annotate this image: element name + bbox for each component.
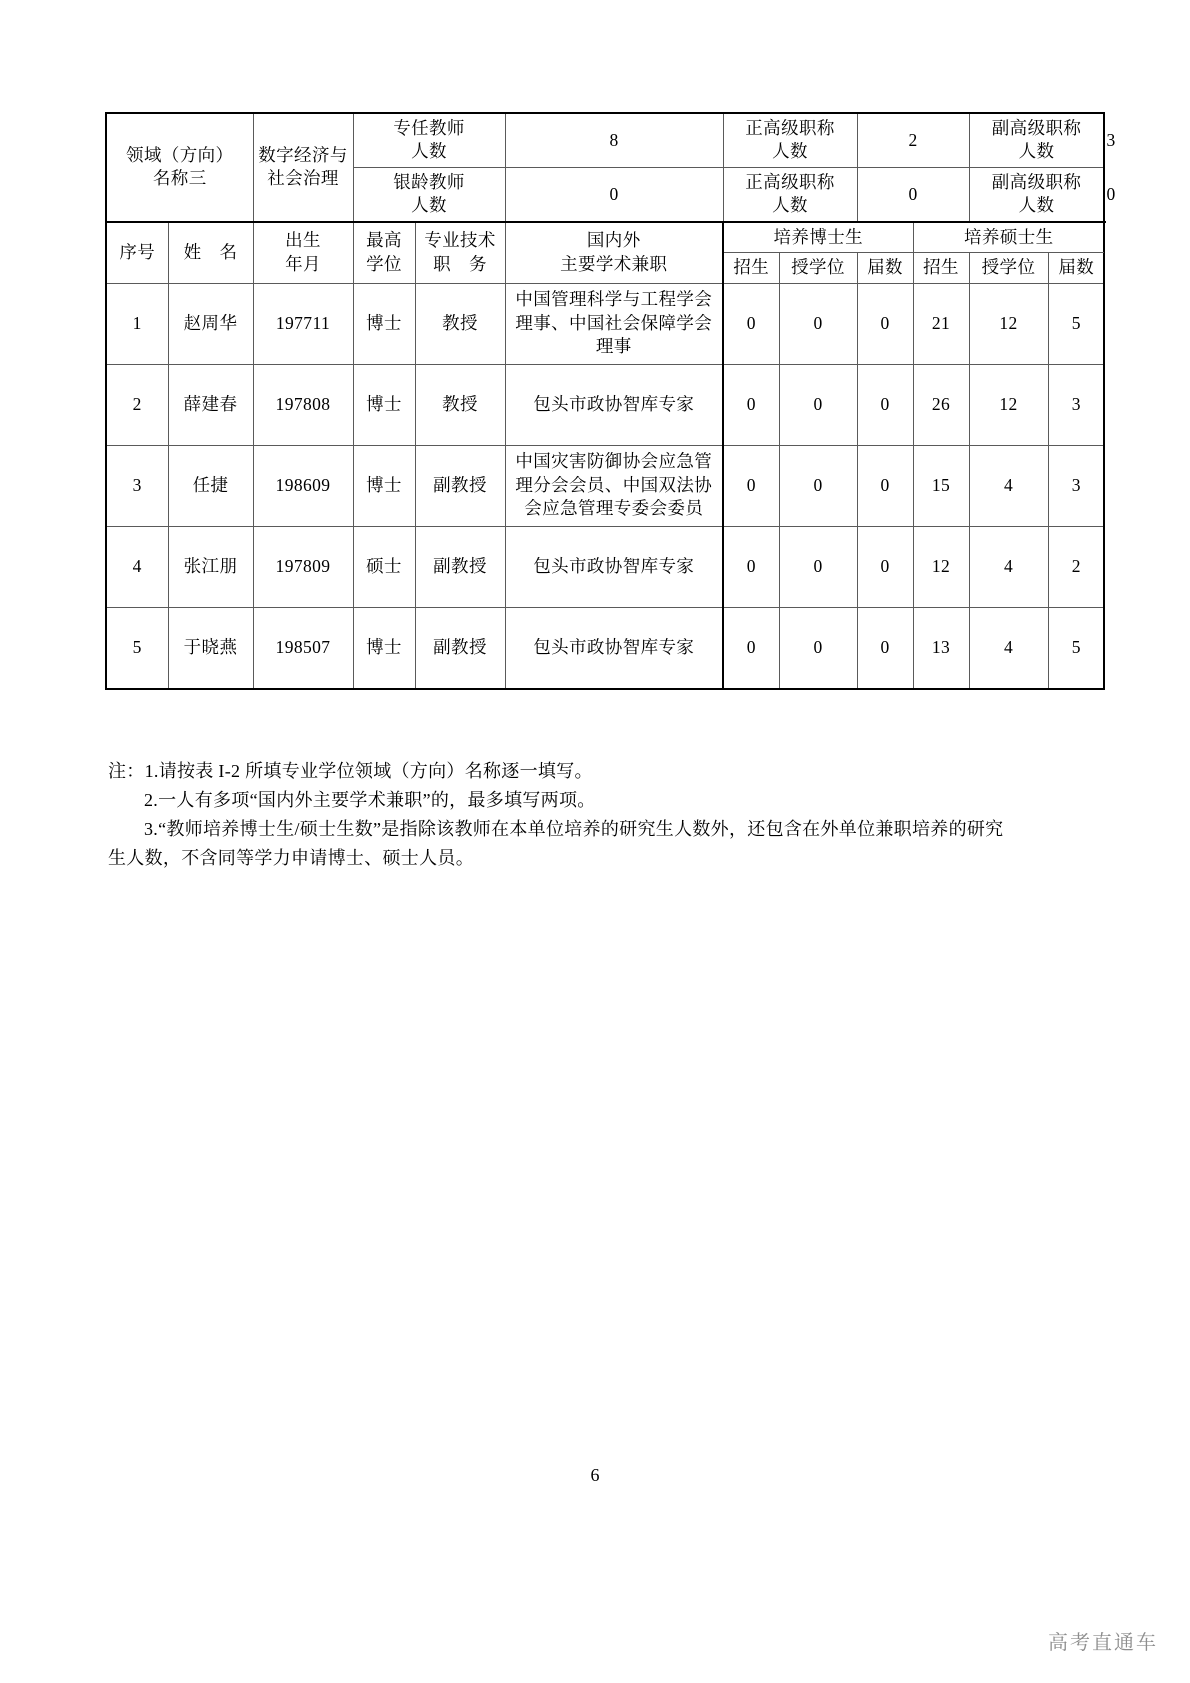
cell-mas-enroll: 15 [913, 445, 969, 526]
associate-senior-title-label-1 [969, 113, 1104, 167]
full-time-teacher-label-line1: 专任教师 [393, 118, 465, 138]
faculty-table-container [105, 112, 1116, 690]
associate-senior-title-label-2-line1: 副高级职称 [991, 171, 1082, 192]
senior-title-label-2-line2: 人数 [772, 195, 808, 216]
header-master-group: 培养硕士生 [913, 222, 1104, 253]
cell-birth: 198507 [253, 607, 353, 689]
cell-mas-sessions: 3 [1048, 445, 1104, 526]
cell-seq: 4 [106, 526, 168, 607]
column-header-row-1 [106, 222, 1104, 253]
cell-doc-enroll: 0 [723, 283, 779, 364]
cell-doc-sessions: 0 [857, 607, 913, 689]
full-time-teacher-label [353, 113, 505, 167]
cell-professional-title: 教授 [415, 283, 505, 364]
table-row [106, 445, 1104, 526]
header-professional-title-line2: 职 务 [433, 253, 487, 274]
senior-title-label-1-line2: 人数 [772, 141, 808, 162]
cell-professional-title: 副教授 [415, 526, 505, 607]
header-mas-enroll: 招生 [913, 253, 969, 283]
table-row [106, 607, 1104, 689]
cell-degree: 博士 [353, 364, 415, 445]
cell-appointments: 中国管理科学与工程学会理事、中国社会保障学会理事 [505, 283, 723, 364]
cell-mas-degree: 4 [969, 607, 1048, 689]
header-birth-line1: 出生 [285, 230, 321, 251]
cell-name: 张江朋 [168, 526, 253, 607]
cell-appointments: 包头市政协智库专家 [505, 364, 723, 445]
senior-title-label-2-line1: 正高级职称 [745, 171, 835, 192]
associate-senior-title-label-2-line2: 人数 [1018, 195, 1055, 216]
table-row [106, 283, 1104, 364]
header-birth-line2: 年月 [285, 253, 321, 274]
header-appointments [505, 222, 723, 283]
note-item-3: 3.“教师培养博士生/硕士生数”是指除该教师在本单位培养的研究生人数外，还包含在外单位兼职培养的研究生人数，不含同等学力申请博士、硕士人员。 [108, 819, 1004, 869]
cell-doc-degree: 0 [779, 526, 857, 607]
cell-mas-enroll: 12 [913, 526, 969, 607]
cell-mas-sessions: 5 [1048, 283, 1104, 364]
cell-doc-sessions: 0 [857, 364, 913, 445]
header-degree-line2: 学位 [366, 253, 402, 274]
header-doc-enroll: 招生 [723, 253, 779, 283]
faculty-table [105, 112, 1116, 690]
note-line-3 [108, 815, 1013, 873]
cell-mas-enroll: 13 [913, 607, 969, 689]
senior-title-value-2: 0 [857, 167, 969, 221]
associate-senior-title-label-1-line2: 人数 [1018, 141, 1055, 162]
full-time-teacher-value: 8 [505, 113, 723, 167]
domain-name-cell: 数字经济与社会治理 [253, 113, 353, 222]
cell-seq: 2 [106, 364, 168, 445]
header-degree [353, 222, 415, 283]
associate-senior-title-label-2 [969, 167, 1104, 221]
header-birth [253, 222, 353, 283]
cell-name: 任捷 [168, 445, 253, 526]
note-item-1: 1.请按表 I-2 所填专业学位领域（方向）名称逐一填写。 [144, 761, 593, 781]
silver-age-teacher-label-line2: 人数 [411, 195, 447, 216]
domain-label-cell [106, 113, 253, 222]
header-seq: 序号 [106, 222, 168, 283]
cell-birth: 197809 [253, 526, 353, 607]
cell-mas-enroll: 26 [913, 364, 969, 445]
silver-age-teacher-value: 0 [505, 167, 723, 221]
note-line-2 [108, 786, 1013, 815]
header-doc-degree: 授学位 [779, 253, 857, 283]
cell-mas-enroll: 21 [913, 283, 969, 364]
cell-doc-sessions: 0 [857, 283, 913, 364]
cell-seq: 5 [106, 607, 168, 689]
cell-doc-degree: 0 [779, 283, 857, 364]
cell-birth: 197711 [253, 283, 353, 364]
cell-professional-title: 副教授 [415, 445, 505, 526]
full-time-teacher-label-line2: 人数 [411, 141, 447, 162]
cell-degree: 硕士 [353, 526, 415, 607]
notes-section [108, 757, 1013, 874]
cell-appointments: 包头市政协智库专家 [505, 526, 723, 607]
cell-doc-degree: 0 [779, 445, 857, 526]
cell-appointments: 包头市政协智库专家 [505, 607, 723, 689]
cell-name: 薛建春 [168, 364, 253, 445]
header-professional-title-line1: 专业技术 [424, 230, 496, 251]
cell-birth: 197808 [253, 364, 353, 445]
cell-doc-degree: 0 [779, 364, 857, 445]
cell-doc-enroll: 0 [723, 445, 779, 526]
cell-doc-enroll: 0 [723, 526, 779, 607]
cell-degree: 博士 [353, 607, 415, 689]
senior-title-value-1: 2 [857, 113, 969, 167]
table-row [106, 364, 1104, 445]
cell-mas-sessions: 2 [1048, 526, 1104, 607]
header-appointments-line2: 主要学术兼职 [560, 253, 668, 274]
watermark-logo: 高考直通车 [1048, 1632, 1158, 1654]
cell-mas-degree: 12 [969, 283, 1048, 364]
table-row [106, 526, 1104, 607]
cell-doc-degree: 0 [779, 607, 857, 689]
cell-doc-sessions: 0 [857, 445, 913, 526]
cell-doc-enroll: 0 [723, 607, 779, 689]
cell-birth: 198609 [253, 445, 353, 526]
cell-mas-sessions: 3 [1048, 364, 1104, 445]
senior-title-label-2 [723, 167, 857, 221]
note-line-1 [108, 757, 1013, 786]
cell-degree: 博士 [353, 283, 415, 364]
associate-senior-title-label-1-line1: 副高级职称 [991, 118, 1082, 138]
cell-mas-sessions: 5 [1048, 607, 1104, 689]
notes-prefix: 注： [108, 761, 145, 781]
cell-professional-title: 教授 [415, 364, 505, 445]
header-professional-title [415, 222, 505, 283]
header-appointments-line1: 国内外 [586, 230, 641, 251]
header-doctoral-group: 培养博士生 [723, 222, 913, 253]
cell-seq: 1 [106, 283, 168, 364]
cell-degree: 博士 [353, 445, 415, 526]
cell-doc-enroll: 0 [723, 364, 779, 445]
cell-appointments: 中国灾害防御协会应急管理分会会员、中国双法协会应急管理专委会委员 [505, 445, 723, 526]
domain-label-line1: 领域（方向） [126, 144, 234, 165]
header-name: 姓 名 [168, 222, 253, 283]
note-item-2: 2.一人有多项“国内外主要学术兼职”的，最多填写两项。 [144, 790, 596, 811]
senior-title-label-1-line1: 正高级职称 [745, 118, 835, 138]
cell-doc-sessions: 0 [857, 526, 913, 607]
page-number: 6 [590, 1465, 600, 1485]
senior-title-label-1 [723, 113, 857, 167]
domain-label-line2: 名称三 [152, 168, 207, 189]
header-degree-line1: 最高 [366, 230, 402, 251]
cell-mas-degree: 4 [969, 526, 1048, 607]
summary-row-1: 领域（方向） 名称三 数字经济与社会治理 专任教师 人数 8 正高级职称 人数 2 副高级职称 人数 3 [106, 113, 1104, 167]
cell-mas-degree: 12 [969, 364, 1048, 445]
cell-name: 于晓燕 [168, 607, 253, 689]
header-mas-degree: 授学位 [969, 253, 1048, 283]
cell-seq: 3 [106, 445, 168, 526]
silver-age-teacher-label-line1: 银龄教师 [393, 171, 465, 192]
silver-age-teacher-label [353, 167, 505, 221]
cell-name: 赵周华 [168, 283, 253, 364]
header-mas-sessions: 届数 [1048, 253, 1104, 283]
header-doc-sessions: 届数 [857, 253, 913, 283]
summary-row-2: 银龄教师 人数 0 正高级职称 人数 0 副高级职称 人数 0 [106, 167, 1104, 221]
cell-mas-degree: 4 [969, 445, 1048, 526]
cell-professional-title: 副教授 [415, 607, 505, 689]
